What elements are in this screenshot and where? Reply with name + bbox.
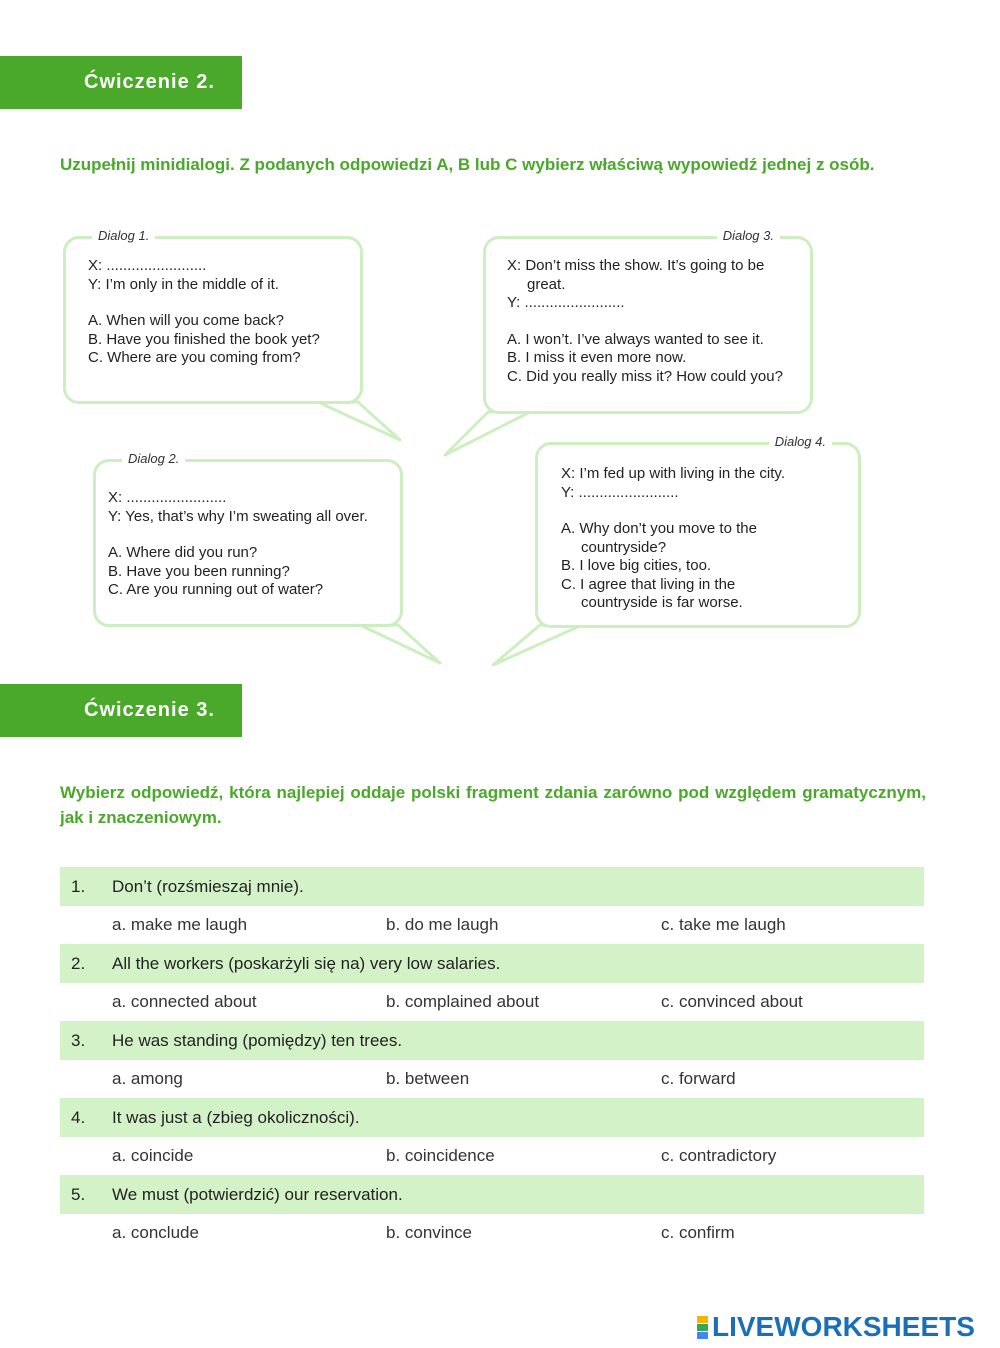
option-c[interactable]: c. contradictory bbox=[661, 1146, 777, 1165]
dialog-option: A. I won’t. I’ve always wanted to see it. bbox=[507, 330, 764, 348]
dialog-option: A. Why don’t you move to the bbox=[561, 520, 757, 537]
dialog-option: C. Did you really miss it? How could you? bbox=[507, 367, 783, 385]
options-row bbox=[60, 906, 924, 944]
option-a[interactable]: a. coincide bbox=[112, 1146, 194, 1165]
dialog-line: Y: Yes, that’s why I’m sweating all over. bbox=[108, 507, 368, 525]
question-text: Don’t (rozśmieszaj mnie). bbox=[112, 877, 304, 896]
question-number: 5. bbox=[71, 1185, 86, 1204]
option-c[interactable]: c. convinced about bbox=[661, 992, 803, 1011]
option-b[interactable]: b. complained about bbox=[386, 992, 540, 1011]
dialog-option: B. Have you been running? bbox=[108, 562, 290, 580]
dialog-line: X: ........................ bbox=[88, 257, 207, 274]
dialog-line: great. bbox=[527, 275, 566, 293]
exercise-2-instruction: Uzupełnij minidialogi. Z podanych odpowiedzi A, B lub C wybierz właściwą wypowiedź jednej z osób. bbox=[60, 155, 875, 174]
dialog-option: C. Are you running out of water? bbox=[108, 581, 324, 598]
dialog-option: C. Where are you coming from? bbox=[88, 349, 301, 366]
exercise-3-title: Ćwiczenie 3. bbox=[0, 684, 242, 737]
question-row bbox=[60, 1098, 924, 1137]
dialog-option: B. I miss it even more now. bbox=[507, 349, 687, 366]
question-text: It was just a (zbieg okoliczności). bbox=[112, 1108, 360, 1127]
dialog-4-body bbox=[561, 465, 785, 613]
dialog-3-bubble bbox=[483, 228, 813, 414]
liveworksheets-logo[interactable] bbox=[697, 1311, 975, 1343]
option-c[interactable]: c. take me laugh bbox=[661, 915, 786, 934]
dialog-option: A. When will you come back? bbox=[88, 312, 284, 329]
options-row bbox=[60, 983, 924, 1021]
dialog-4-bubble bbox=[535, 434, 861, 628]
option-a[interactable]: a. among bbox=[112, 1069, 183, 1088]
dialog-2-title: Dialog 2. bbox=[122, 451, 185, 466]
question-row bbox=[60, 867, 924, 906]
dialog-option: B. I love big cities, too. bbox=[561, 557, 712, 574]
dialog-1-body bbox=[88, 257, 320, 368]
question-number: 3. bbox=[71, 1031, 86, 1050]
dialog-option: C. I agree that living in the bbox=[561, 575, 736, 593]
question-row bbox=[60, 1021, 924, 1060]
dialog-4-tail bbox=[493, 625, 582, 665]
dialog-line: X: I’m fed up with living in the city. bbox=[561, 465, 785, 482]
question-number: 1. bbox=[71, 877, 86, 896]
question-text: We must (potwierdzić) our reservation. bbox=[112, 1185, 403, 1204]
questions-table bbox=[60, 867, 924, 1252]
option-a[interactable]: a. make me laugh bbox=[112, 915, 248, 934]
dialog-2-tail bbox=[360, 625, 440, 663]
dialog-line: X: Don’t miss the show. It’s going to be bbox=[507, 257, 765, 274]
question-text: All the workers (poskarżyli się na) very low salaries. bbox=[112, 954, 501, 973]
exercise-2-title: Ćwiczenie 2. bbox=[0, 56, 242, 109]
dialog-line: Y: I’m only in the middle of it. bbox=[88, 275, 279, 293]
dialog-option: countryside is far worse. bbox=[581, 594, 743, 611]
dialog-2-bubble bbox=[93, 451, 403, 627]
question-text: He was standing (pomiędzy) ten trees. bbox=[112, 1031, 403, 1050]
dialog-line: Y: ........................ bbox=[561, 483, 679, 501]
option-b[interactable]: b. do me laugh bbox=[386, 915, 499, 934]
dialog-4-title: Dialog 4. bbox=[769, 434, 832, 449]
question-row bbox=[60, 1175, 924, 1214]
dialog-1-title: Dialog 1. bbox=[92, 228, 155, 243]
dialog-1-bubble bbox=[63, 228, 363, 404]
dialog-3-title: Dialog 3. bbox=[717, 228, 780, 243]
dialog-line: Y: ........................ bbox=[507, 294, 625, 311]
dialog-option: A. Where did you run? bbox=[108, 544, 258, 561]
dialog-3-tail bbox=[445, 412, 530, 455]
dialog-option: B. Have you finished the book yet? bbox=[88, 330, 320, 348]
dialog-3-body bbox=[507, 257, 783, 386]
logo-icon bbox=[697, 1316, 708, 1339]
question-number: 4. bbox=[71, 1108, 86, 1127]
dialog-option: countryside? bbox=[581, 538, 667, 556]
logo-text: LIVEWORKSHEETS bbox=[712, 1311, 975, 1342]
option-b[interactable]: b. coincidence bbox=[386, 1146, 495, 1165]
option-c[interactable]: c. forward bbox=[661, 1069, 736, 1088]
options-row bbox=[60, 1060, 924, 1098]
options-row bbox=[60, 1214, 924, 1252]
option-a[interactable]: a. conclude bbox=[112, 1223, 199, 1242]
option-b[interactable]: b. convince bbox=[386, 1223, 472, 1242]
dialog-2-body bbox=[108, 489, 368, 600]
option-c[interactable]: c. confirm bbox=[661, 1223, 735, 1242]
option-a[interactable]: a. connected about bbox=[112, 992, 257, 1011]
exercise-3-instruction: Wybierz odpowiedź, która najlepiej oddaje polski fragment zdania zarówno pod względem gramatycznym, jak i znaczeniowym. bbox=[60, 783, 926, 827]
options-row bbox=[60, 1137, 924, 1175]
option-b[interactable]: b. between bbox=[386, 1069, 470, 1088]
question-number: 2. bbox=[71, 954, 86, 973]
dialog-1-tail bbox=[318, 402, 400, 440]
question-row bbox=[60, 944, 924, 983]
dialog-line: X: ........................ bbox=[108, 489, 227, 506]
